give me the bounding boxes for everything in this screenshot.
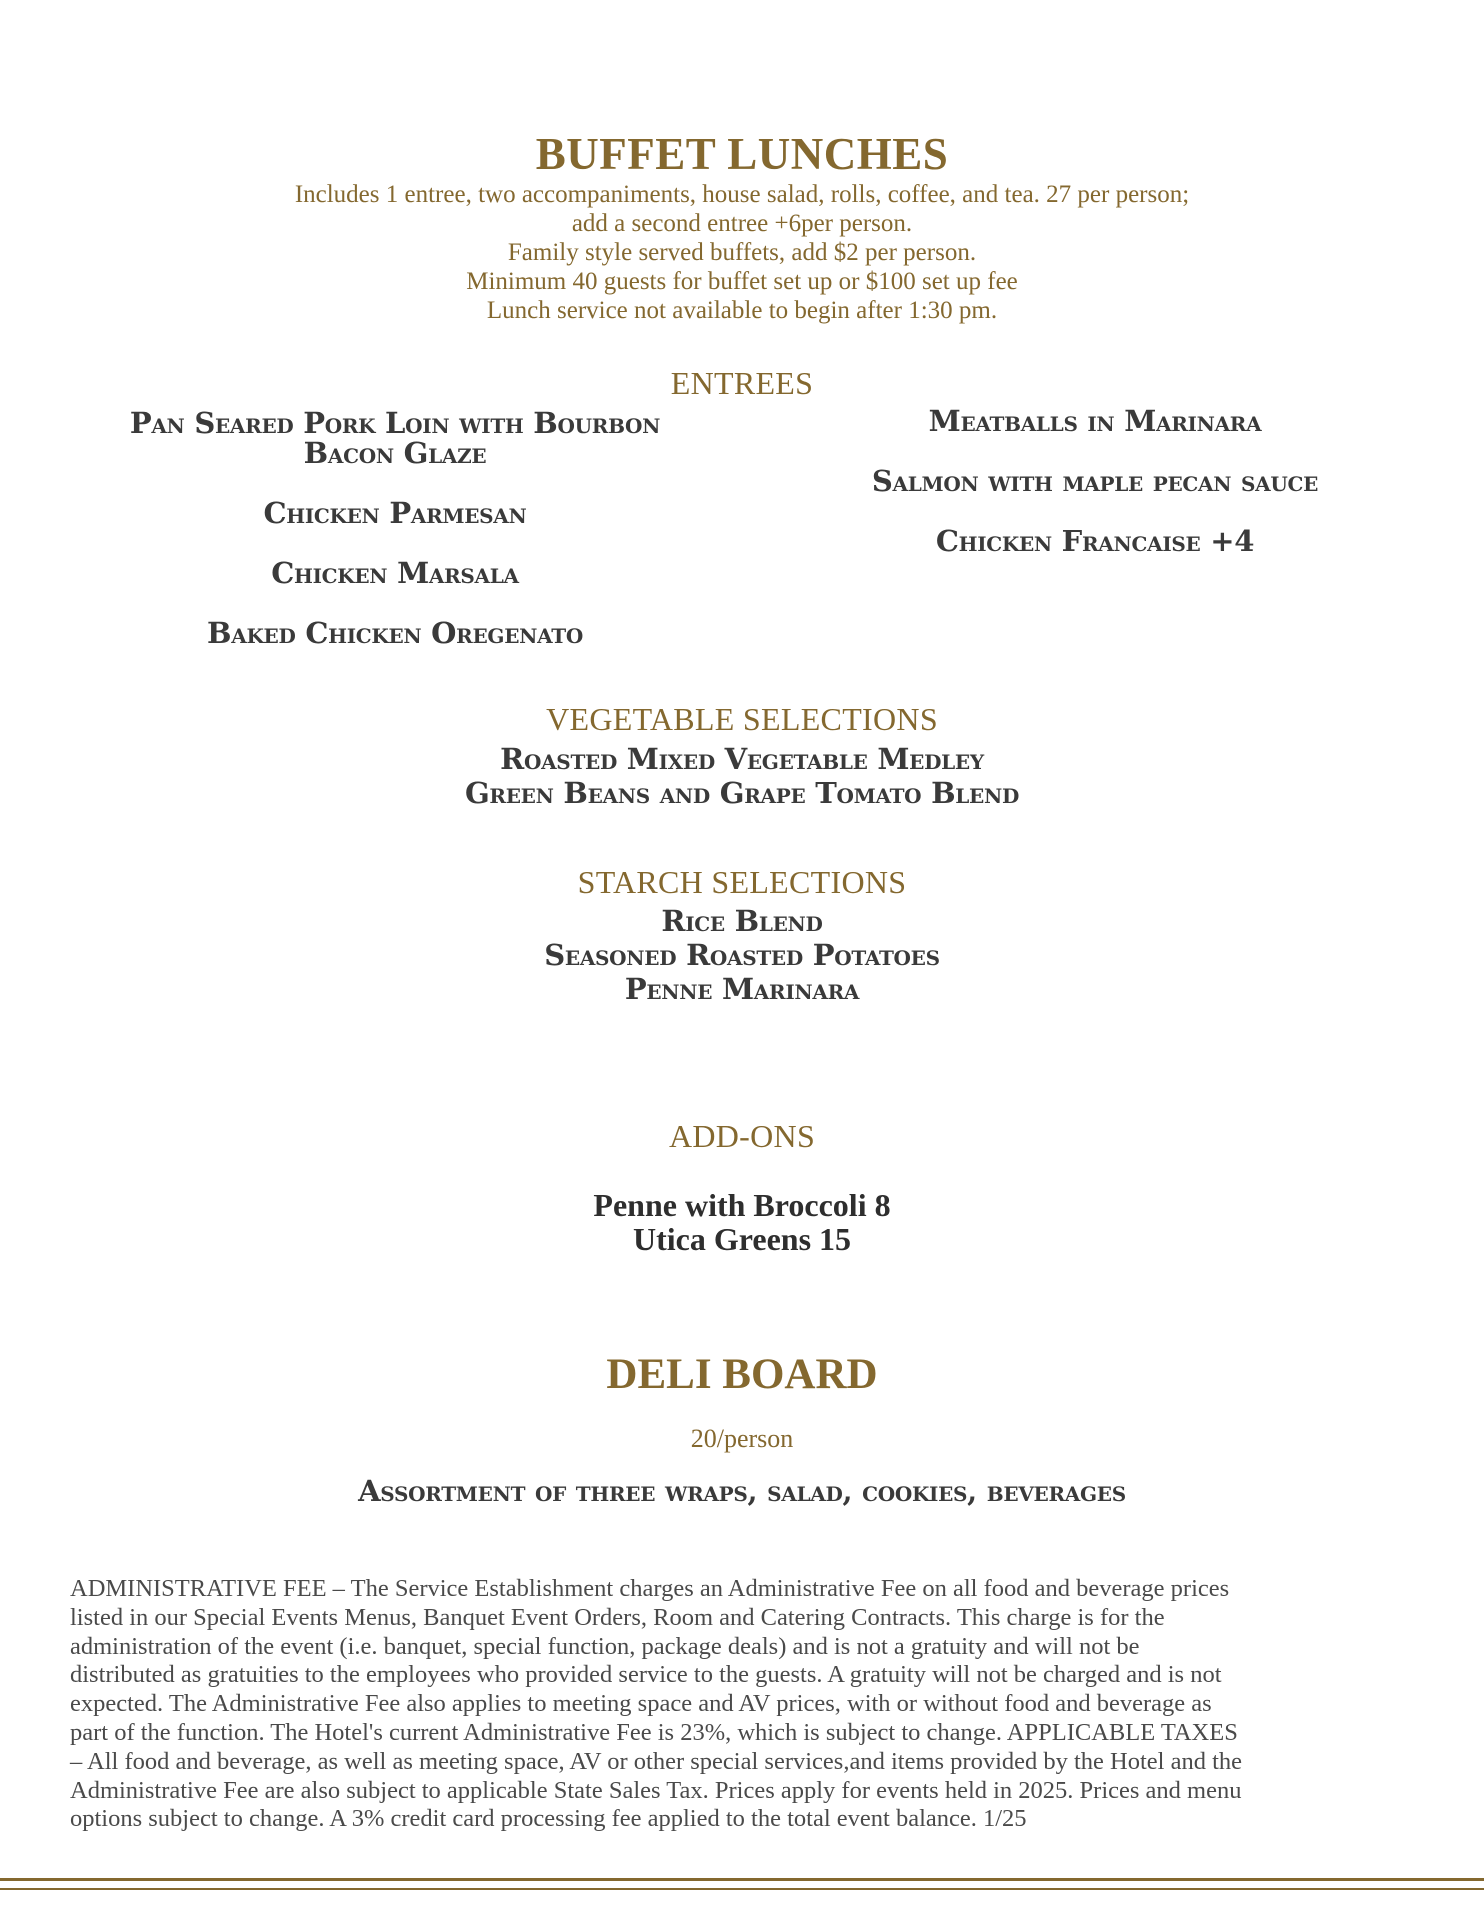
starches-heading: STARCH SELECTIONS xyxy=(577,864,907,900)
addons-heading: ADD-ONS xyxy=(668,1118,816,1154)
entree-item: Pan Seared Pork Loin with Bourbon xyxy=(129,406,661,440)
vegetables-heading: VEGETABLE SELECTIONS xyxy=(546,701,938,737)
administrative-fee-notice xyxy=(70,1575,1420,1834)
starches-list xyxy=(0,904,1484,1006)
page-title: BUFFET LUNCHES xyxy=(535,129,949,179)
entree-item: Bacon Glaze xyxy=(303,436,487,470)
entrees-heading: ENTREES xyxy=(670,365,814,401)
entree-item: Salmon with maple pecan sauce xyxy=(871,464,1319,498)
intro-text xyxy=(0,180,1484,325)
fine-print-line: Administrative Fee are also subject to applicable State Sales Tax. Prices apply for events held in 2025. Prices and menu xyxy=(70,1776,1242,1804)
starch-item: Seasoned Roasted Potatoes xyxy=(544,938,940,972)
deli-board-description xyxy=(0,1474,1484,1508)
addons-list xyxy=(0,1188,1484,1256)
intro-line: add a second entree +6per person. xyxy=(571,210,913,237)
deli-description-text: Assortment of three wraps, salad, cookies, beverages xyxy=(358,1474,1126,1508)
entree-item: Meatballs in Marinara xyxy=(928,404,1262,438)
fine-print-line: – All food and beverage, as well as meeting space, AV or other special services,and items provided by the Hotel and the xyxy=(70,1747,1243,1775)
entrees-right-column xyxy=(790,406,1400,556)
intro-line: Includes 1 entree, two accompaniments, house salad, rolls, coffee, and tea. 27 per person; xyxy=(294,181,1190,208)
vegetables-list xyxy=(0,742,1484,810)
fine-print-line: options subject to change. A 3% credit card processing fee applied to the total event balance. 1/25 xyxy=(70,1805,1027,1833)
starch-item: Rice Blend xyxy=(661,904,823,938)
intro-line: Family style served buffets, add $2 per person. xyxy=(507,239,977,266)
entree-item: Baked Chicken Oregenato xyxy=(207,616,583,650)
fine-print-line: expected. The Administrative Fee also applies to meeting space and AV prices, with or without food and beverage as xyxy=(70,1690,1212,1718)
entree-item: Chicken Francaise +4 xyxy=(935,524,1255,558)
vegetable-item: Roasted Mixed Vegetable Medley xyxy=(500,742,984,776)
fine-print-line: ADMINISTRATIVE FEE – The Service Establishment charges an Administrative Fee on all food and beverage prices xyxy=(70,1575,1230,1602)
intro-line: Lunch service not available to begin after 1:30 pm. xyxy=(486,297,998,324)
fine-print-line: part of the function. The Hotel's current Administrative Fee is 23%, which is subject to change. APPLICABLE TAXES xyxy=(70,1718,1238,1746)
fine-print-line: distributed as gratuities to the employees who provided service to the guests. A gratuity will not be charged and is not xyxy=(70,1661,1222,1689)
entrees-left-column xyxy=(70,408,720,648)
footer-rule-thick xyxy=(0,1878,1484,1881)
deli-board-title: DELI BOARD xyxy=(606,1351,878,1398)
footer-rule-thin xyxy=(0,1888,1484,1890)
vegetable-item: Green Beans and Grape Tomato Blend xyxy=(464,776,1020,810)
entree-item: Chicken Marsala xyxy=(271,556,519,590)
fine-print-line: administration of the event (i.e. banquet, special function, package deals) and is not a gratuity and will not be xyxy=(70,1632,1140,1660)
entree-item: Chicken Parmesan xyxy=(263,496,527,530)
intro-line: Minimum 40 guests for buffet set up or $100 set up fee xyxy=(466,268,1018,295)
deli-board-price: 20/person xyxy=(690,1424,794,1453)
fine-print-line: listed in our Special Events Menus, Banquet Event Orders, Room and Catering Contracts. This charge is for the xyxy=(70,1603,1165,1631)
addon-item: Penne with Broccoli 8 xyxy=(593,1187,891,1223)
starch-item: Penne Marinara xyxy=(624,972,860,1006)
addon-item: Utica Greens 15 xyxy=(632,1221,852,1257)
